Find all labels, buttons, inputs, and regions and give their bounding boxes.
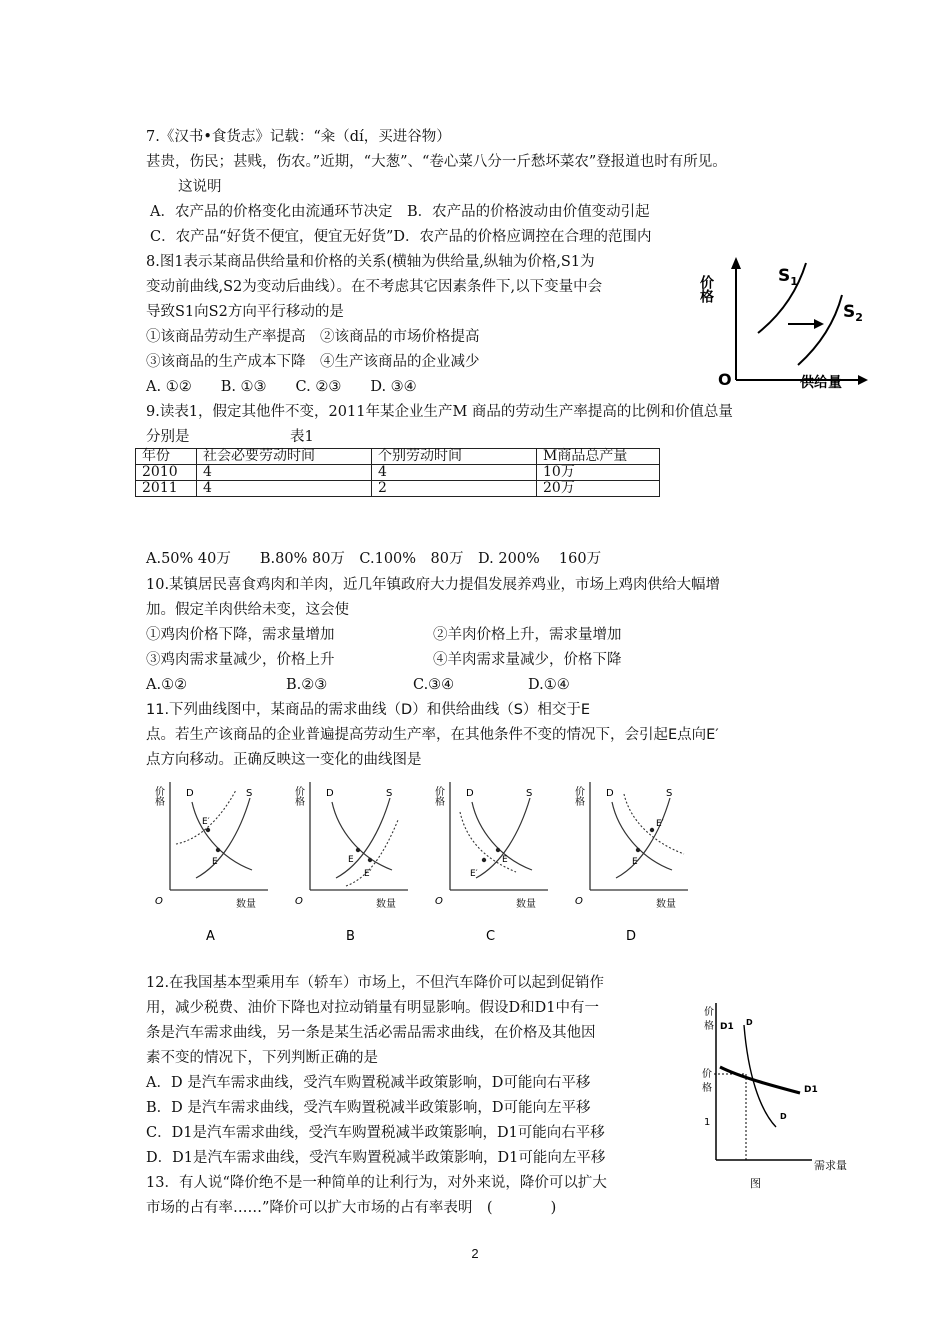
y-label-top: 价 (704, 1007, 714, 1018)
e-prime-label: E′ (202, 817, 210, 827)
origin-label: O (295, 896, 303, 907)
graph-name: C (486, 929, 496, 944)
shift-arrowhead (814, 319, 824, 329)
q8-x-axis-label: 供给量 (800, 375, 842, 391)
table-row (136, 465, 660, 481)
e-prime-label: E′ (656, 819, 664, 829)
q7-stem-line1: 7.《汉书•食货志》记载：“籴（dí，买进谷物） (146, 129, 451, 145)
q12-option-b: B．D 是汽车需求曲线，受汽车购置税减半政策影响，D可能向左平移 (146, 1100, 591, 1116)
q11-graphs (140, 772, 700, 952)
q8-stem-line2: 变动前曲线,S2为变动后曲线）。在不考虑其它因素条件下,以下变量中会 (146, 279, 603, 295)
q8-origin-label: O (718, 370, 732, 389)
d1-right-label: D1 (804, 1085, 818, 1095)
y-axis-label: 价格 (152, 786, 164, 806)
y-label-2a: 价 (702, 1069, 712, 1080)
q7-stem-line2: 甚贵，伤民；甚贱，伤农。”近期，“大葱”、“卷心菜八分一斤愁坏菜农”登报道也时有所见。 (146, 154, 727, 170)
table-cell: 2010 (136, 465, 197, 481)
origin-label: O (575, 896, 583, 907)
x-axis-label: 数量 (516, 899, 536, 910)
e-prime-label: E′ (470, 869, 478, 879)
table-cell: 4 (197, 465, 372, 481)
y-label-2c: 1 (704, 1117, 711, 1128)
x-axis-label: 需求量 (814, 1159, 847, 1172)
q8-stem-line3: 导致S1向S2方向平行移动的是 (146, 304, 344, 320)
q11-stem-line2: 点。若生产该商品的企业普遍提高劳动生产率，在其他条件不变的情况下，会引起E点向E′ (146, 727, 719, 743)
q12-stem-line4: 素不变的情况下，下列判断正确的是 (146, 1050, 378, 1066)
e-prime-label: E′ (364, 869, 372, 879)
q7-stem-line3: 这说明 (178, 179, 222, 195)
x-axis-label: 数量 (236, 899, 256, 910)
q9-answers: A.50% 40万 B.80% 80万 C.100% 80万 D. 200% 160万 (146, 551, 602, 567)
q12-option-d: D．D1是汽车需求曲线，受汽车购置税减半政策影响，D1可能向左平移 (146, 1150, 606, 1166)
s2-label: $S_2$ (843, 302, 863, 324)
e-label: E (632, 857, 638, 867)
d1-curve (720, 1067, 800, 1093)
point-e (216, 848, 220, 852)
e-label: E (212, 857, 218, 867)
q12-option-a: A．D 是汽车需求曲线，受汽车购置税减半政策影响，D可能向右平移 (146, 1075, 591, 1091)
q13-stem-line1: 13．有人说“降价绝不是一种简单的让利行为，对外来说，降价可以扩大 (146, 1175, 607, 1191)
d-label: D (466, 788, 474, 799)
q8-options-34: ③该商品的生产成本下降 ④生产该商品的企业减少 (146, 354, 480, 370)
table-cell: 20万 (537, 481, 660, 497)
graph-name: B (346, 929, 355, 944)
page-number: 2 (471, 1246, 479, 1261)
q12-stem-line3: 条是汽车需求曲线，另一条是某生活必需品需求曲线，在价格及其他因 (146, 1025, 596, 1041)
new-demand-curve (624, 794, 684, 854)
q10-answer-a: A.①② (146, 677, 188, 693)
graph-c (433, 782, 549, 944)
d-curve (744, 1025, 776, 1127)
q11-stem-line3: 点方向移动。正确反映这一变化的曲线图是 (146, 752, 422, 768)
y-axis-label: 价格 (572, 786, 584, 806)
q8-stem-line1: 8.图1表示某商品供给量和价格的关系(横轴为供给量,纵轴为价格,S1为 (146, 254, 595, 270)
d-label: D (606, 788, 614, 799)
e-label: E (502, 855, 508, 865)
q8-options-12: ①该商品劳动生产率提高 ②该商品的市场价格提高 (146, 329, 480, 345)
q7-options-ab: A．农产品的价格变化由流通环节决定 B．农产品的价格波动由价值变动引起 (150, 204, 650, 220)
s1-label: $S_1$ (778, 266, 798, 288)
origin-label: O (435, 896, 443, 907)
q10-stem-line2: 加。假定羊肉供给未变，这会使 (146, 602, 349, 618)
d-label: D (326, 788, 334, 799)
graph-d (573, 782, 689, 944)
q12-stem-line1: 12.在我国基本型乘用车（轿车）市场上，不但汽车降价可以起到促销作 (146, 975, 605, 991)
y-label-mid: 格 (704, 1021, 714, 1032)
point-e-prime (482, 858, 486, 862)
point-e (356, 848, 360, 852)
d-right-label: D (780, 1112, 787, 1121)
q10-option-4: ④羊肉需求量减少，价格下降 (433, 652, 622, 668)
d-label: D (186, 788, 194, 799)
graph-name: A (206, 929, 215, 944)
q8-supply-figure (700, 255, 870, 395)
y-label-2b: 格 (702, 1083, 712, 1094)
q10-option-2: ②羊肉价格上升，需求量增加 (433, 627, 622, 643)
table-cell: 4 (197, 481, 372, 497)
new-supply-curve (346, 820, 398, 886)
point-e-prime (650, 828, 654, 832)
table-header-cell: 个别劳动时间 (372, 449, 537, 465)
q12-option-c: C．D1是汽车需求曲线，受汽车购置税减半政策影响，D1可能向右平移 (146, 1125, 605, 1141)
y-axis-label: 价格 (432, 786, 444, 806)
table-cell: 4 (372, 465, 537, 481)
table-header-row (136, 449, 660, 465)
table-header-cell: 年份 (136, 449, 197, 465)
x-axis-label: 数量 (376, 899, 396, 910)
graph-a (153, 782, 269, 944)
q12-demand-figure (700, 995, 870, 1190)
q8-answers: A. ①② B. ①③ C. ②③ D. ③④ (146, 379, 417, 395)
point-e (636, 848, 640, 852)
table-cell: 2 (372, 481, 537, 497)
x-axis-label: 数量 (656, 899, 676, 910)
e-label: E (348, 855, 354, 865)
origin-label: O (155, 896, 163, 907)
q10-option-3: ③鸡肉需求量减少，价格上升 (146, 652, 335, 668)
figure-caption: 图 (750, 1177, 761, 1190)
s-label: S (526, 788, 533, 799)
q7-options-cd: C．农产品“好货不便宜，便宜无好货”D．农产品的价格应调控在合理的范围内 (150, 229, 652, 245)
q9-stem-line1: 9.读表1，假定其他件不变，2011年某企业生产M 商品的劳动生产率提高的比例和价值总量 (146, 404, 733, 420)
d-top-label: D (746, 1018, 753, 1027)
q10-stem-line1: 10.某镇居民喜食鸡肉和羊肉，近几年镇政府大力提倡发展养鸡业，市场上鸡肉供给大幅增 (146, 577, 721, 593)
q13-stem-line2: 市场的占有率……”降价可以扩大市场的占有率表明 ( ) (146, 1200, 557, 1216)
y-axis-label: 价格 (292, 786, 304, 806)
d1-top-label: D1 (720, 1022, 734, 1032)
demand-curve (332, 802, 392, 870)
s-label: S (666, 788, 673, 799)
table-header-cell: M商品总产量 (537, 449, 660, 465)
q8-y-axis-label: 价格 (698, 275, 714, 303)
s-label: S (386, 788, 393, 799)
q9-stem-line2: 分别是 (146, 429, 190, 445)
point-e (496, 848, 500, 852)
demand-curve (612, 802, 672, 870)
table-row (136, 481, 660, 497)
q10-answer-b: B.②③ (286, 677, 328, 693)
graph-name: D (626, 929, 637, 944)
table-cell: 2011 (136, 481, 197, 497)
q10-answer-d: D.①④ (528, 677, 570, 693)
q9-table (135, 448, 660, 497)
q11-stem-line1: 11.下列曲线图中，某商品的需求曲线（D）和供给曲线（S）相交于E (146, 702, 591, 718)
table-cell: 10万 (537, 465, 660, 481)
s2-curve (798, 295, 842, 365)
q9-table-caption: 表1 (290, 429, 314, 445)
table-header-cell: 社会必要劳动时间 (197, 449, 372, 465)
q12-stem-line2: 用，减少税费、油价下降也对拉动销量有明显影响。假设D和D1中有一 (146, 1000, 599, 1016)
q10-option-1: ①鸡肉价格下降，需求量增加 (146, 627, 335, 643)
q10-answer-c: C.③④ (413, 677, 455, 693)
point-e-prime (206, 828, 210, 832)
graph-b (293, 782, 409, 944)
point-e-prime (368, 858, 372, 862)
s-label: S (246, 788, 253, 799)
